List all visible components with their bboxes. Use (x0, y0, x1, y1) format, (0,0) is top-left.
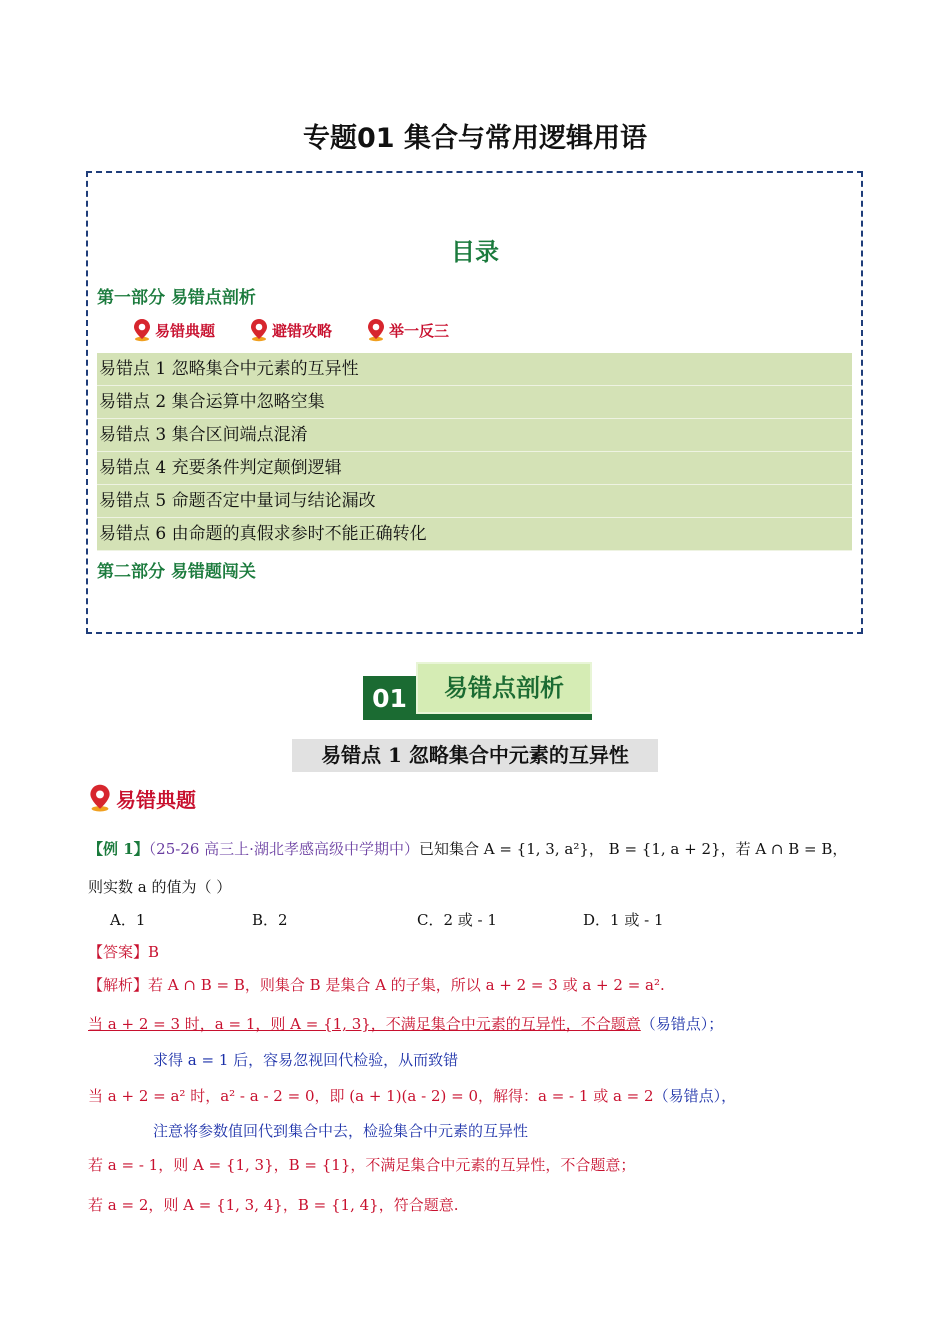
analysis-line5: 若 a = 2，则 A = {1, 3, 4}，B = {1, 4}，符合题意. (88, 1196, 459, 1214)
subhead-label: 易错典题 (116, 787, 196, 812)
toc-heading: 目录 (451, 238, 499, 266)
tab-label: 易错典题 (155, 321, 216, 340)
example-stem-line1: 【例 1】（25-26 高三上·湖北孝感高级中学期中）已知集合 A = {1, 3, a²}， B = {1, a + 2}，若 A ∩ B = B， (88, 840, 848, 858)
location-pin-icon (366, 318, 386, 342)
tab-practice[interactable] (366, 318, 449, 342)
analysis-text: 当 a + 2 = 3 时，a = 1，则 A = {1, 3}，不满足集合中元素的互异性，不合题意 (88, 1015, 641, 1033)
analysis-text: 当 a + 2 = a² 时，a² - a - 2 = 0，即 (a + 1)(a - 2) = 0，解得：a = - 1 或 a = 2 (88, 1087, 654, 1105)
analysis-label: 【解析】 (88, 976, 149, 994)
error-point-note: （易错点）； (640, 1015, 724, 1033)
subhead-typical-errors (88, 783, 196, 813)
analysis-line3 (88, 1085, 736, 1106)
toc-list (97, 353, 852, 551)
toc-part2[interactable]: 第二部分 易错题闯关 (97, 562, 256, 582)
banner-underline (416, 714, 592, 720)
answer-label: 【答案】 (88, 943, 149, 961)
toc-tabs (132, 318, 449, 342)
section-banner (363, 662, 592, 720)
analysis-line4: 若 a = - 1，则 A = {1, 3}，B = {1}，不满足集合中元素的互异性，不合题意； (88, 1156, 636, 1174)
analysis-line2 (88, 1013, 723, 1034)
toc-item[interactable]: 易错点 4 充要条件判定颠倒逻辑 (97, 452, 852, 485)
tab-avoid-strategy[interactable] (249, 318, 332, 342)
toc-item[interactable]: 易错点 2 集合运算中忽略空集 (97, 386, 852, 419)
tab-label: 举一反三 (389, 321, 450, 340)
option-a[interactable]: A．1 (110, 911, 146, 929)
section-heading: 易错点 1 忽略集合中元素的互异性 (292, 739, 658, 772)
example-tag: 【例 1】 (88, 840, 149, 858)
answer-line (88, 941, 159, 962)
location-pin-icon (249, 318, 269, 342)
answer-value: B (148, 943, 160, 961)
toc-item[interactable]: 易错点 5 命题否定中量词与结论漏改 (97, 485, 852, 518)
location-pin-icon (88, 783, 112, 813)
note-1: 求得 a = 1 后，容易忽视回代检验，从而致错 (153, 1051, 459, 1069)
example-source: （25-26 高三上·湖北孝感高级中学期中） (148, 840, 419, 858)
analysis-line1 (88, 974, 665, 995)
option-b[interactable]: B．2 (252, 911, 288, 929)
toc-item[interactable]: 易错点 3 集合区间端点混淆 (97, 419, 852, 452)
tab-label: 避错攻略 (272, 321, 333, 340)
example-stem: 已知集合 (418, 840, 479, 858)
set-a: A = {1, 3, a²} (483, 840, 589, 858)
tab-typical-errors[interactable] (132, 318, 215, 342)
banner-number: 01 (363, 676, 416, 720)
toc-item[interactable]: 易错点 1 忽略集合中元素的互异性 (97, 353, 852, 386)
set-b: B = {1, a + 2} (608, 840, 721, 858)
toc-item[interactable]: 易错点 6 由命题的真假求参时不能正确转化 (97, 518, 852, 551)
error-point-note: （易错点）， (653, 1087, 737, 1105)
page-title: 专题01 集合与常用逻辑用语 (303, 123, 647, 154)
toc-part1[interactable]: 第一部分 易错点剖析 (97, 288, 256, 308)
option-c[interactable]: C．2 或 - 1 (417, 911, 497, 929)
example-stem-line2: 则实数 a 的值为（ ） (88, 878, 232, 896)
banner-label: 易错点剖析 (416, 662, 592, 714)
location-pin-icon (132, 318, 152, 342)
note-2: 注意将参数值回代到集合中去，检验集合中元素的互异性 (153, 1122, 529, 1140)
option-d[interactable]: D．1 或 - 1 (583, 911, 664, 929)
analysis-text: 若 A ∩ B = B，则集合 B 是集合 A 的子集，所以 a + 2 = 3 或 a + 2 = a². (148, 976, 665, 994)
condition: ，若 A ∩ B = B， (720, 840, 848, 858)
